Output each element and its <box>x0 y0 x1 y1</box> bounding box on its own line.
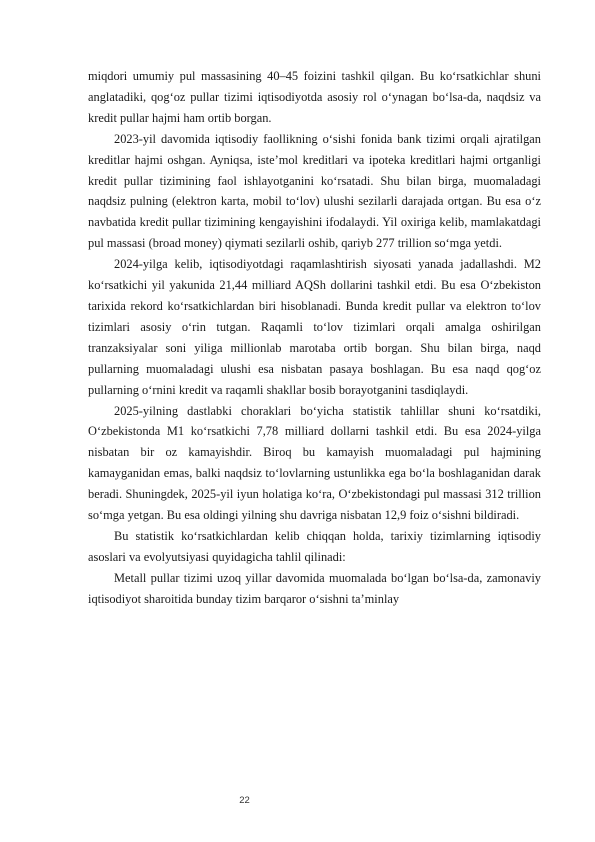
document-page <box>88 66 541 610</box>
page-number: 22 <box>239 795 250 806</box>
paragraph-2023: 2023-yil davomida iqtisodiy faollikning o‘sishi fonida bank tizimi orqali ajratilgan kreditlar hajmi oshgan. Ayniqsa, iste’mol kreditlari va ipoteka kreditlari hajmi ortganligi kredit pullar tizimining faol ishlayotganini ko‘rsatadi. Shu bilan birga, muomaladagi naqdsiz pulning (elektron karta, mobil to‘lov) ulushi sezilarli darajada ortgan. Bu esa o‘z navbatida kredit pullar tizimining kengayishini ifodalaydi. Yil oxiriga kelib, mamlakatdagi pul massasi (broad money) qiymati sezilarli oshib, qariyb 277 trillion so‘mga yetdi. <box>88 131 541 251</box>
paragraph-continued: miqdori umumiy pul massasining 40–45 foizini tashkil qilgan. Bu ko‘rsatkichlar shuni anglatadiki, qog‘oz pullar tizimi iqtisodiyotda asosiy rol o‘ynagan bo‘lsa-da, naqdsiz va kredit pullar hajmi ham ortib borgan. <box>88 69 541 125</box>
paragraph-2024: 2024-yilga kelib, iqtisodiyotdagi raqamlashtirish siyosati yanada jadallashdi. M2 ko‘rsatkichi yil yakunida 21,44 milliard AQSh dollarini tashkil etdi. Bu esa O‘zbekiston tarixida rekord ko‘rsatkichlardan biri hisoblanadi. Bunda kredit pullar va elektron to‘lov tizimlari asosiy o‘rin tutgan. Raqamli to‘lov tizimlari orqali amalga oshirilgan tranzaksiyalar soni yiliga millionlab marotaba ortib borgan. Shu bilan birga, naqd pullarning muomaladagi ulushi esa nisbatan pasaya boshlagan. Bu esa naqd qog‘oz pullarning o‘rnini kredit va raqamli shakllar bosib borayotganini tasdiqlaydi. <box>88 257 541 397</box>
paragraph-metal-money: Metall pullar tizimi uzoq yillar davomida muomalada bo‘lgan bo‘lsa-da, zamonaviy iqtisodiyot sharoitida bunday tizim barqaror o‘sishni ta’minlay <box>88 570 541 606</box>
paragraph-2025: 2025-yilning dastlabki choraklari bo‘yicha statistik tahlillar shuni ko‘rsatdiki, O‘zbekistonda M1 ko‘rsatkichi 7,78 milliard dollarni tashkil etdi. Bu esa 2024-yilga nisbatan bir oz kamayishdir. Biroq bu kamayish muomaladagi pul hajmining kamayganidan emas, balki naqdsiz to‘lovlarning ustunlikka ega bo‘la boshlaganidan darak beradi. Shuningdek, 2025-yil iyun holatiga ko‘ra, O‘zbekistondagi pul massasi 312 trillion so‘mga yetgan. Bu esa oldingi yilning shu davriga nisbatan 12,9 foiz o‘sishni bildiradi. <box>88 403 541 523</box>
paragraph-analysis-intro: Bu statistik ko‘rsatkichlardan kelib chiqqan holda, tarixiy tizimlarning iqtisodiy asoslari va evolyutsiyasi quyidagicha tahlil qilinadi: <box>88 528 541 564</box>
